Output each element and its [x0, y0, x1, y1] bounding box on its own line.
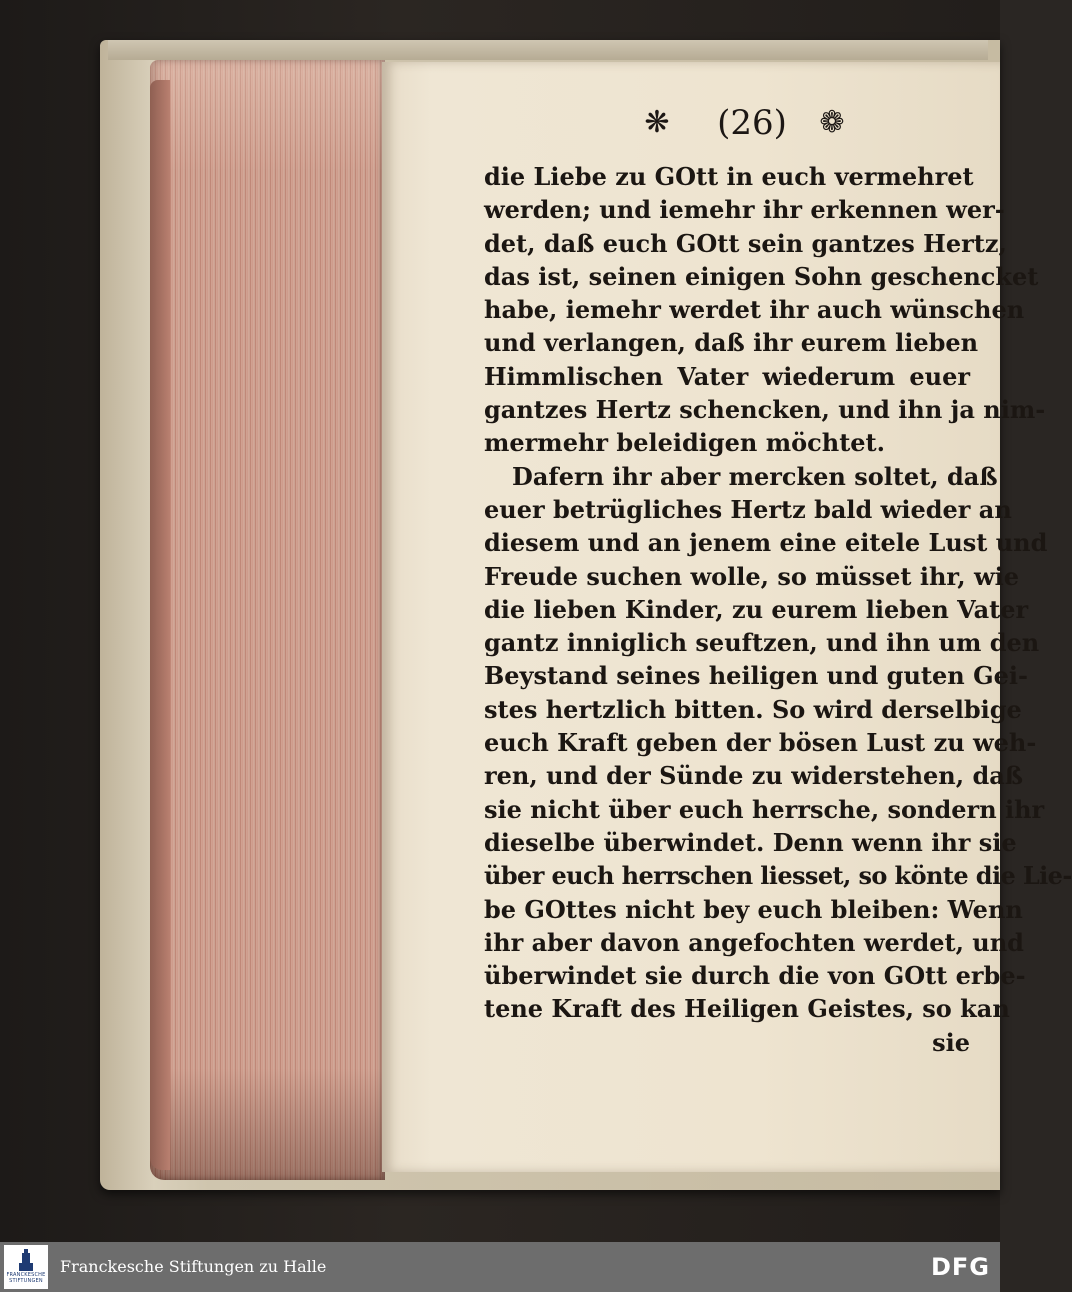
page-number: (26)	[717, 103, 787, 143]
catchword: sie	[932, 1027, 970, 1057]
text-line: Dafern ihr aber mercken soltet, daß	[512, 461, 998, 491]
text-line: überwindet sie durch die von GOtt erbe-	[484, 961, 1026, 991]
text-line: tene Kraft des Heiligen Geistes, so kan	[484, 994, 1010, 1024]
text-line: und verlangen, daß ihr eurem lieben	[484, 328, 979, 358]
institution-name[interactable]: Franckesche Stiftungen zu Halle	[60, 1257, 327, 1276]
page-block-fore-edge	[150, 60, 385, 1180]
institution-logo[interactable]	[4, 1245, 48, 1289]
viewer-footer	[0, 1242, 1000, 1292]
text-line: dieselbe überwindet. Denn wenn ihr sie	[484, 827, 1017, 857]
text-line: stes hertzlich bitten. So wird derselbige	[484, 694, 1022, 724]
text-line: mermehr beleidigen möchtet.	[484, 428, 885, 458]
dfg-logo[interactable]: DFG	[930, 1253, 990, 1281]
text-line: ihr aber davon angefochten werdet, und	[484, 927, 1024, 957]
text-line: gantzes Hertz schencken, und ihn ja nim-	[484, 395, 1046, 425]
logo-caption: FRANCKESCHE STIFTUNGEN	[6, 1272, 46, 1284]
text-line: über euch herrschen liesset, so könte die Lie-	[484, 861, 1072, 891]
text-line: die Liebe zu GOtt in euch vermehret	[484, 162, 974, 191]
text-line: sie nicht über euch herrsche, sondern ihr	[484, 794, 1045, 824]
text-line: diesem und an jenem eine eitele Lust und	[484, 528, 1048, 558]
page-header	[640, 100, 860, 150]
text-line: be GOttes nicht bey euch bleiben: Wenn	[484, 894, 1023, 924]
ornament-right-icon: ❁	[819, 105, 845, 140]
page-body-text	[484, 160, 1072, 1059]
text-line: euch Kraft geben der bösen Lust zu weh-	[484, 728, 1037, 758]
text-line: Beystand seines heiligen und guten Gei-	[484, 661, 1028, 691]
text-line: ren, und der Sünde zu widerstehen, daß	[484, 761, 1024, 791]
text-line: die lieben Kinder, zu eurem lieben Vater	[484, 594, 1029, 624]
text-line: det, daß euch GOtt sein gantzes Hertz,	[484, 228, 1007, 258]
text-line: werden; und iemehr ihr erkennen wer-	[484, 195, 1005, 225]
cover-top-edge	[108, 40, 988, 60]
text-line: Himmlischen Vater wiederum euer	[484, 361, 970, 391]
text-line: euer betrügliches Hertz bald wieder an	[484, 494, 1012, 524]
text-line: das ist, seinen einigen Sohn geschencket	[484, 261, 1039, 291]
text-line: Freude suchen wolle, so müsset ihr, wie	[484, 561, 1020, 591]
ornament-left-icon: ❋	[644, 105, 670, 140]
building-icon	[19, 1249, 33, 1271]
text-line: habe, iemehr werdet ihr auch wünschen	[484, 295, 1025, 325]
page-block-curve	[150, 80, 170, 1170]
text-line: gantz inniglich seuftzen, und ihn um den	[484, 628, 1040, 658]
